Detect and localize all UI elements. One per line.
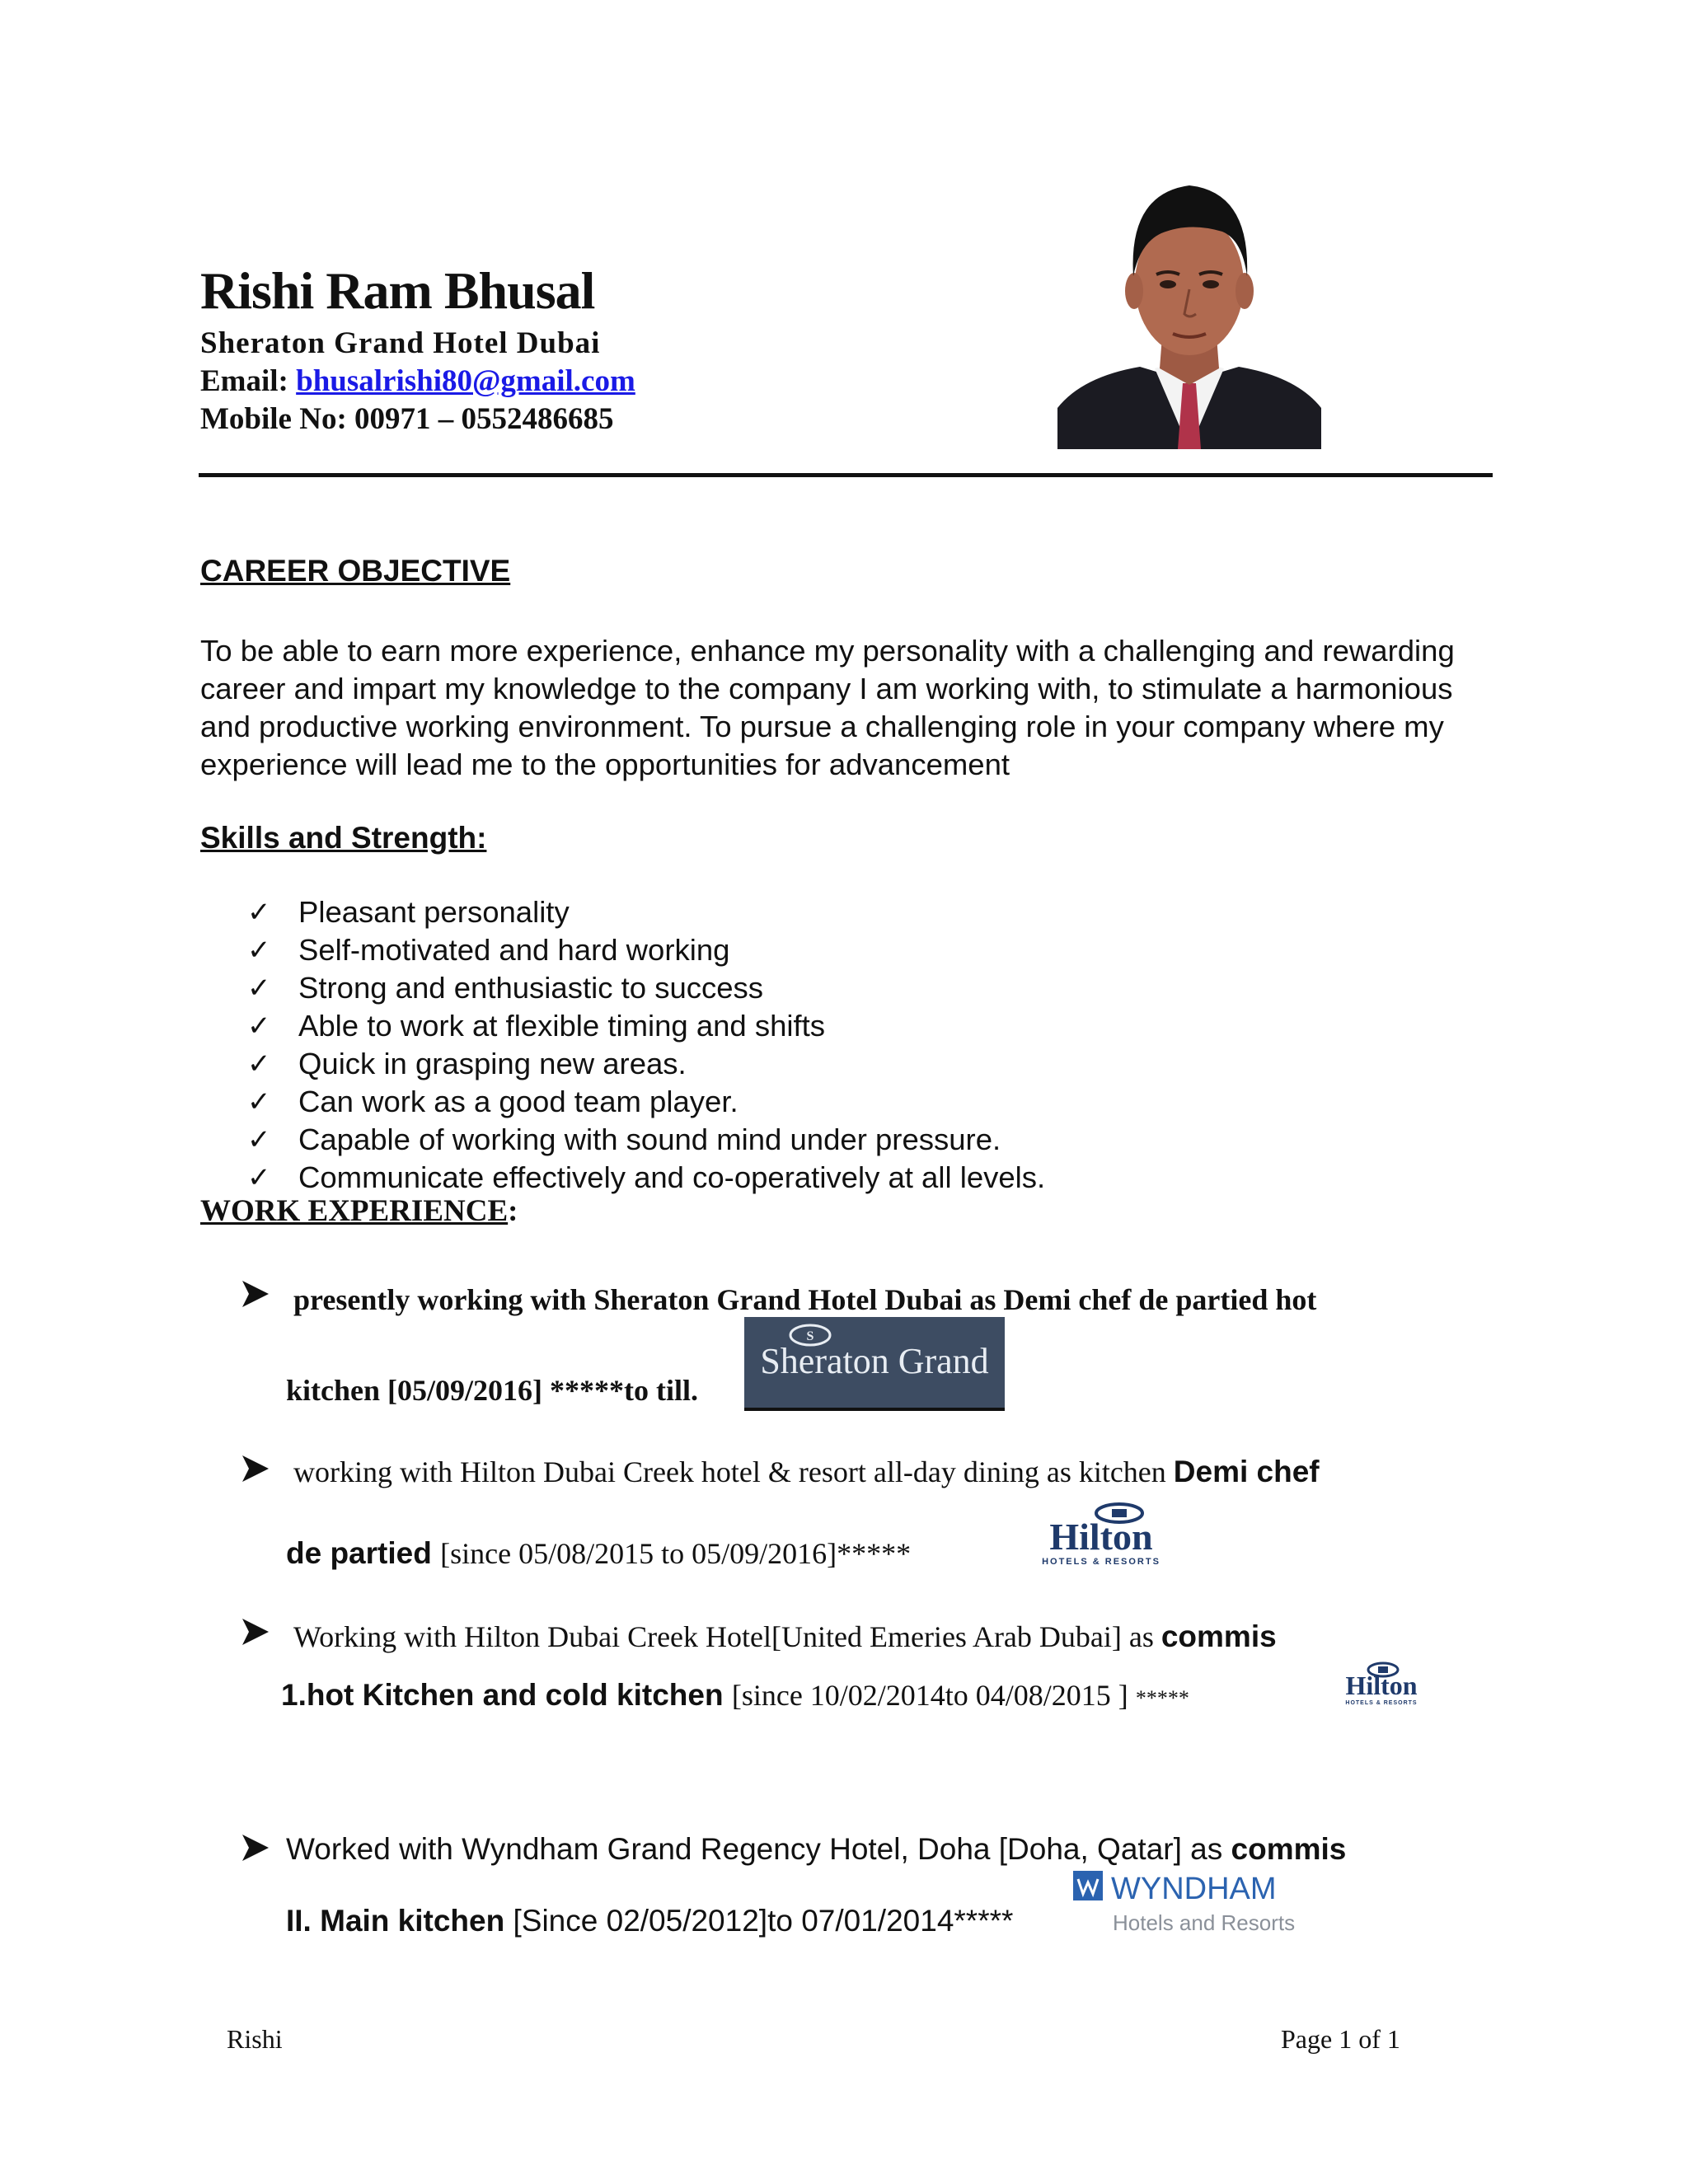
checkmark-icon: ✓: [247, 897, 271, 928]
list-item: ✓ Communicate effectively and co-operatively at all levels.: [247, 1159, 1045, 1197]
hilton-logo: [996, 1502, 1207, 1568]
footer-name: Rishi: [227, 2024, 283, 2054]
arrow-bullet-icon: [241, 1454, 270, 1483]
mobile-number: Mobile No: 00971 – 0552486685: [200, 402, 614, 436]
current-hotel: Sheraton Grand Hotel Dubai: [200, 326, 601, 360]
arrow-bullet-icon: [241, 1279, 270, 1309]
email-label: Email:: [200, 364, 288, 398]
svg-text:HOTELS & RESORTS: HOTELS & RESORTS: [1345, 1700, 1418, 1706]
job-2-line-1: working with Hilton Dubai Creek hotel & resort all-day dining as kitchen Demi chef: [293, 1455, 1320, 1488]
list-item: ✓ Self-motivated and hard working: [247, 931, 1045, 969]
job-2-line-2: de partied [since 05/08/2015 to 05/09/2016]*****: [286, 1536, 912, 1570]
list-item: ✓ Able to work at flexible timing and shifts: [247, 1007, 1045, 1045]
svg-text:HOTELS & RESORTS: HOTELS & RESORTS: [1042, 1557, 1160, 1567]
header-divider: [199, 473, 1493, 477]
job-4-line-2: II. Main kitchen [Since 02/05/2012]to 07/01/2014*****: [286, 1904, 1014, 1938]
profile-photo: [1057, 161, 1321, 449]
job-1-line-2: kitchen [05/09/2016] *****to till.: [286, 1374, 698, 1407]
checkmark-icon: ✓: [247, 1010, 271, 1042]
list-item: ✓ Quick in grasping new areas.: [247, 1045, 1045, 1083]
svg-text:Hotels and Resorts: Hotels and Resorts: [1113, 1910, 1296, 1935]
checkmark-icon: ✓: [247, 1086, 271, 1118]
job-4-line-1: Worked with Wyndham Grand Regency Hotel, Doha [Doha, Qatar] as commis: [286, 1832, 1347, 1866]
svg-text:Hilton: Hilton: [1049, 1516, 1153, 1558]
checkmark-icon: ✓: [247, 935, 271, 966]
job-1-line-1: presently working with Sheraton Grand Hotel Dubai as Demi chef de partied hot: [293, 1283, 1317, 1316]
list-item: ✓ Can work as a good team player.: [247, 1083, 1045, 1121]
list-item: ✓ Pleasant personality: [247, 893, 1045, 931]
email-link[interactable]: bhusalrishi80@gmail.com: [296, 364, 635, 398]
email-line: [200, 363, 635, 399]
svg-text:S: S: [806, 1329, 814, 1343]
arrow-bullet-icon: [241, 1833, 270, 1863]
svg-text:WYNDHAM: WYNDHAM: [1111, 1872, 1277, 1906]
job-3-line-1: Working with Hilton Dubai Creek Hotel[United Emeries Arab Dubai] as commis: [293, 1619, 1277, 1653]
checkmark-icon: ✓: [247, 972, 271, 1004]
work-experience-heading: WORK EXPERIENCE:: [200, 1194, 518, 1228]
job-3-line-2: 1.hot Kitchen and cold kitchen [since 10/02/2014to 04/08/2015 ] *****: [281, 1678, 1189, 1712]
candidate-name: Rishi Ram Bhusal: [200, 261, 595, 320]
checkmark-icon: ✓: [247, 1124, 271, 1155]
arrow-bullet-icon: [241, 1617, 270, 1647]
hilton-logo-small: [1317, 1661, 1446, 1708]
sheraton-logo-text: Sheraton Grand: [760, 1341, 989, 1381]
list-item: ✓ Strong and enthusiastic to success: [247, 969, 1045, 1007]
wyndham-logo: [1071, 1868, 1302, 1938]
skills-list: [247, 893, 1045, 1197]
svg-text:Hilton: Hilton: [1345, 1671, 1418, 1700]
page-number: Page 1 of 1: [1281, 2024, 1400, 2054]
checkmark-icon: ✓: [247, 1162, 271, 1193]
career-objective-text: To be able to earn more experience, enhance my personality with a challenging and rewarding career and impart my knowledge to the company I am working with, to stimulate a harmonious and productive working environment. To pursue a challenging role in your company where my experience will lead me to the opportunities for advancement: [200, 634, 1455, 781]
list-item: ✓ Capable of working with sound mind under pressure.: [247, 1121, 1045, 1159]
career-objective-heading: CAREER OBJECTIVE: [200, 554, 511, 588]
checkmark-icon: ✓: [247, 1048, 271, 1080]
sheraton-logo: [744, 1317, 1005, 1411]
skills-heading: Skills and Strength:: [200, 821, 487, 855]
